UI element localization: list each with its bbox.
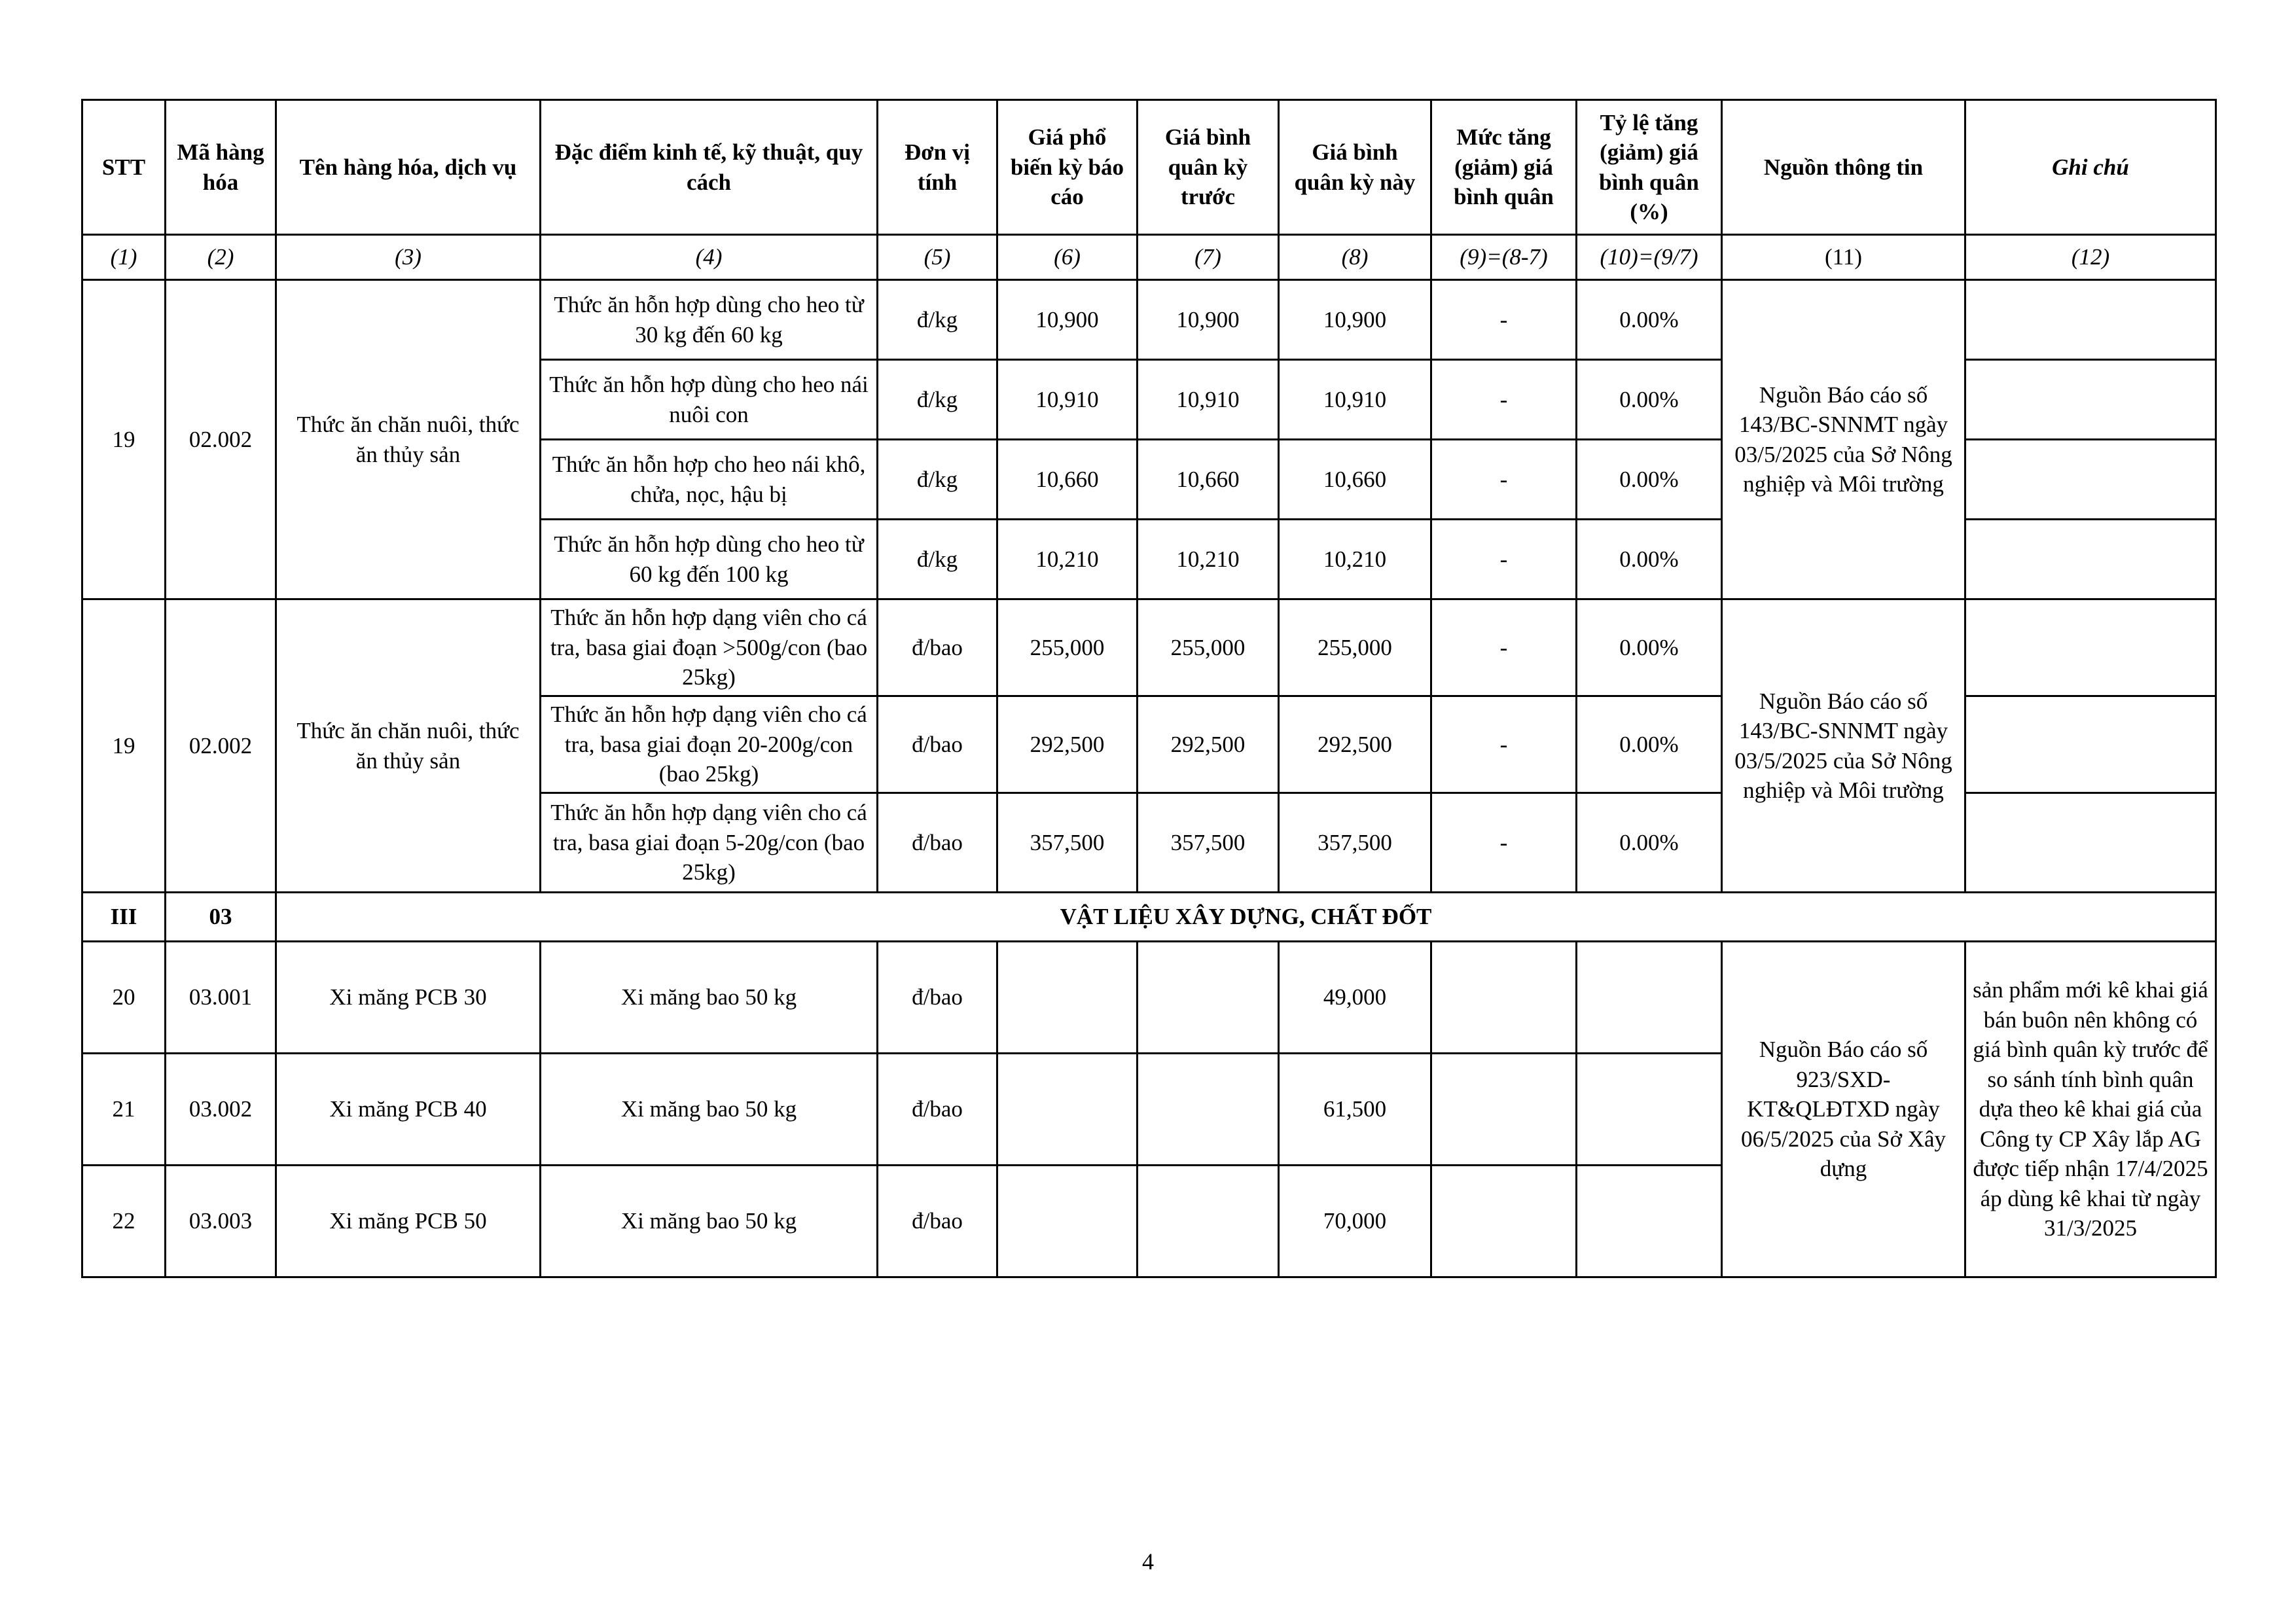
header-gia-bq-ky-nay: Giá bình quân kỳ này <box>1279 100 1431 235</box>
price-reported-cell: 10,210 <box>997 520 1138 599</box>
change-cell <box>1431 1054 1577 1166</box>
change-cell: - <box>1431 440 1577 520</box>
stt-cell: 22 <box>82 1166 166 1277</box>
stt-cell: 21 <box>82 1054 166 1166</box>
change-rate-cell: 0.00% <box>1577 696 1722 793</box>
header-row <box>82 100 2216 235</box>
change-cell <box>1431 942 1577 1054</box>
change-cell <box>1431 1166 1577 1277</box>
price-table <box>81 99 2217 1278</box>
change-rate-cell: 0.00% <box>1577 793 1722 893</box>
header-gia-pho-bien: Giá phổ biến kỳ báo cáo <box>997 100 1138 235</box>
ma-cell: 02.002 <box>166 599 276 893</box>
header-gia-bq-ky-truoc: Giá bình quân kỳ trước <box>1138 100 1279 235</box>
table-row <box>82 942 2216 1054</box>
index-cell: (6) <box>997 235 1138 280</box>
spec-cell: Xi măng bao 50 kg <box>541 942 878 1054</box>
page-number: 4 <box>1142 1548 1154 1575</box>
spec-cell: Thức ăn hỗn hợp dùng cho heo từ 60 kg đến 100 kg <box>541 520 878 599</box>
price-current-cell: 10,210 <box>1279 520 1431 599</box>
change-cell: - <box>1431 360 1577 440</box>
ma-cell: 02.002 <box>166 280 276 599</box>
price-reported-cell: 357,500 <box>997 793 1138 893</box>
unit-cell: đ/kg <box>878 360 997 440</box>
header-ghi-chu: Ghi chú <box>1965 100 2216 235</box>
table-row <box>82 599 2216 696</box>
source-cell: Nguồn Báo cáo số 143/BC-SNNMT ngày 03/5/2025 của Sở Nông nghiệp và Môi trường <box>1722 599 1965 893</box>
change-cell: - <box>1431 599 1577 696</box>
price-reported-cell <box>997 1166 1138 1277</box>
price-reported-cell <box>997 942 1138 1054</box>
price-previous-cell: 255,000 <box>1138 599 1279 696</box>
change-rate-cell <box>1577 1054 1722 1166</box>
change-rate-cell: 0.00% <box>1577 360 1722 440</box>
change-cell: - <box>1431 520 1577 599</box>
header-ten-hang-hoa: Tên hàng hóa, dịch vụ <box>276 100 541 235</box>
spec-cell: Thức ăn hỗn hợp dạng viên cho cá tra, basa giai đoạn 20-200g/con (bao 25kg) <box>541 696 878 793</box>
price-reported-cell: 292,500 <box>997 696 1138 793</box>
unit-cell: đ/kg <box>878 280 997 360</box>
header-dac-diem: Đặc điểm kinh tế, kỹ thuật, quy cách <box>541 100 878 235</box>
section-code: 03 <box>166 893 276 942</box>
ten-cell: Xi măng PCB 40 <box>276 1054 541 1166</box>
change-cell: - <box>1431 280 1577 360</box>
price-previous-cell <box>1138 942 1279 1054</box>
index-cell: (4) <box>541 235 878 280</box>
ma-cell: 03.001 <box>166 942 276 1054</box>
note-cell: sản phẩm mới kê khai giá bán buôn nên không có giá bình quân kỳ trước để so sánh tính bình quân dựa theo kê khai giá của Công ty CP Xây lắp AG được tiếp nhận 17/4/2025 áp dùng kê khai từ ngày 31/3/2025 <box>1965 942 2216 1277</box>
price-previous-cell: 292,500 <box>1138 696 1279 793</box>
price-previous-cell: 10,910 <box>1138 360 1279 440</box>
spec-cell: Thức ăn hỗn hợp dùng cho heo từ 30 kg đến 60 kg <box>541 280 878 360</box>
price-reported-cell: 10,910 <box>997 360 1138 440</box>
index-cell: (10)=(9/7) <box>1577 235 1722 280</box>
price-current-cell: 10,660 <box>1279 440 1431 520</box>
unit-cell: đ/bao <box>878 793 997 893</box>
index-cell: (9)=(8-7) <box>1431 235 1577 280</box>
index-cell: (11) <box>1722 235 1965 280</box>
price-reported-cell: 255,000 <box>997 599 1138 696</box>
unit-cell: đ/bao <box>878 599 997 696</box>
index-cell: (8) <box>1279 235 1431 280</box>
section-row <box>82 893 2216 942</box>
price-current-cell: 10,900 <box>1279 280 1431 360</box>
price-previous-cell: 10,900 <box>1138 280 1279 360</box>
spec-cell: Thức ăn hỗn hợp dạng viên cho cá tra, basa giai đoạn >500g/con (bao 25kg) <box>541 599 878 696</box>
price-previous-cell <box>1138 1166 1279 1277</box>
spec-cell: Xi măng bao 50 kg <box>541 1054 878 1166</box>
index-cell: (3) <box>276 235 541 280</box>
index-cell: (12) <box>1965 235 2216 280</box>
section-stt: III <box>82 893 166 942</box>
note-cell <box>1965 599 2216 696</box>
price-current-cell: 10,910 <box>1279 360 1431 440</box>
index-cell: (1) <box>82 235 166 280</box>
index-cell: (5) <box>878 235 997 280</box>
unit-cell: đ/bao <box>878 1054 997 1166</box>
ten-cell: Thức ăn chăn nuôi, thức ăn thủy sản <box>276 280 541 599</box>
ten-cell: Xi măng PCB 50 <box>276 1166 541 1277</box>
table-row <box>82 280 2216 360</box>
price-previous-cell <box>1138 1054 1279 1166</box>
index-cell: (7) <box>1138 235 1279 280</box>
column-index-row <box>82 235 2216 280</box>
change-rate-cell: 0.00% <box>1577 280 1722 360</box>
header-ty-le: Tỷ lệ tăng (giảm) giá bình quân (%) <box>1577 100 1722 235</box>
note-cell <box>1965 280 2216 360</box>
price-current-cell: 70,000 <box>1279 1166 1431 1277</box>
note-cell <box>1965 360 2216 440</box>
stt-cell: 19 <box>82 599 166 893</box>
spec-cell: Thức ăn hỗn hợp dạng viên cho cá tra, basa giai đoạn 5-20g/con (bao 25kg) <box>541 793 878 893</box>
spec-cell: Thức ăn hỗn hợp dùng cho heo nái nuôi con <box>541 360 878 440</box>
change-rate-cell <box>1577 1166 1722 1277</box>
price-reported-cell <box>997 1054 1138 1166</box>
change-rate-cell: 0.00% <box>1577 520 1722 599</box>
source-cell: Nguồn Báo cáo số 143/BC-SNNMT ngày 03/5/2025 của Sở Nông nghiệp và Môi trường <box>1722 280 1965 599</box>
price-previous-cell: 10,210 <box>1138 520 1279 599</box>
unit-cell: đ/bao <box>878 696 997 793</box>
unit-cell: đ/kg <box>878 440 997 520</box>
price-current-cell: 49,000 <box>1279 942 1431 1054</box>
price-previous-cell: 357,500 <box>1138 793 1279 893</box>
price-reported-cell: 10,900 <box>997 280 1138 360</box>
change-rate-cell: 0.00% <box>1577 440 1722 520</box>
note-cell <box>1965 520 2216 599</box>
ma-cell: 03.003 <box>166 1166 276 1277</box>
unit-cell: đ/bao <box>878 942 997 1054</box>
ten-cell: Xi măng PCB 30 <box>276 942 541 1054</box>
spec-cell: Thức ăn hỗn hợp cho heo nái khô, chửa, nọc, hậu bị <box>541 440 878 520</box>
price-current-cell: 61,500 <box>1279 1054 1431 1166</box>
change-cell: - <box>1431 793 1577 893</box>
change-rate-cell <box>1577 942 1722 1054</box>
price-current-cell: 292,500 <box>1279 696 1431 793</box>
note-cell <box>1965 440 2216 520</box>
spec-cell: Xi măng bao 50 kg <box>541 1166 878 1277</box>
change-cell: - <box>1431 696 1577 793</box>
header-ma-hang-hoa: Mã hàng hóa <box>166 100 276 235</box>
price-previous-cell: 10,660 <box>1138 440 1279 520</box>
unit-cell: đ/bao <box>878 1166 997 1277</box>
index-cell: (2) <box>166 235 276 280</box>
section-title: VẬT LIỆU XÂY DỰNG, CHẤT ĐỐT <box>276 893 2216 942</box>
ma-cell: 03.002 <box>166 1054 276 1166</box>
price-reported-cell: 10,660 <box>997 440 1138 520</box>
change-rate-cell: 0.00% <box>1577 599 1722 696</box>
note-cell <box>1965 696 2216 793</box>
stt-cell: 19 <box>82 280 166 599</box>
header-muc-tang: Mức tăng (giảm) giá bình quân <box>1431 100 1577 235</box>
header-don-vi: Đơn vị tính <box>878 100 997 235</box>
header-stt: STT <box>82 100 166 235</box>
stt-cell: 20 <box>82 942 166 1054</box>
source-cell: Nguồn Báo cáo số 923/SXD-KT&QLĐTXD ngày 06/5/2025 của Sở Xây dựng <box>1722 942 1965 1277</box>
unit-cell: đ/kg <box>878 520 997 599</box>
price-current-cell: 357,500 <box>1279 793 1431 893</box>
header-nguon: Nguồn thông tin <box>1722 100 1965 235</box>
price-current-cell: 255,000 <box>1279 599 1431 696</box>
note-cell <box>1965 793 2216 893</box>
ten-cell: Thức ăn chăn nuôi, thức ăn thủy sản <box>276 599 541 893</box>
